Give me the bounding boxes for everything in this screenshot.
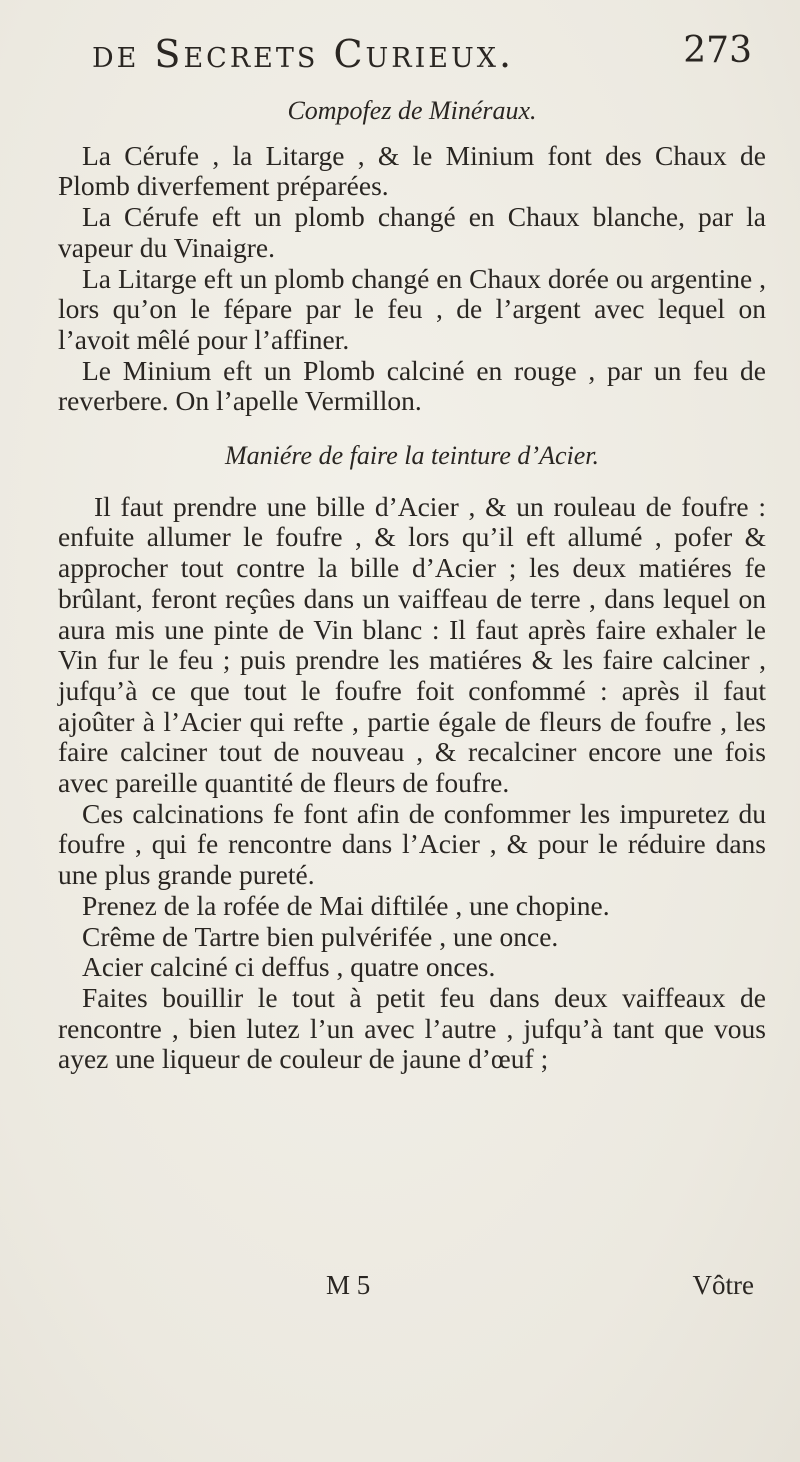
paragraph: Le Minium eft un Plomb calciné en rouge , par un feu de reverbere. On l’apelle Vermillon. — [58, 354, 766, 417]
paragraph: La Litarge eft un plomb changé en Chaux dorée ou argentine , lors qu’on le fépare par le feu , de l’argent avec lequel on l’avoit mêlé pour l’affiner. — [58, 262, 766, 355]
signature-mark: M 5 — [326, 1270, 371, 1300]
recipe-line: Acier calciné ci deffus , quatre onces. — [82, 951, 496, 983]
running-title: de Secrets Curieux. — [92, 32, 515, 76]
paragraph: Il faut prendre une bille d’Acier , & un rouleau de foufre : enfuite allumer le foufre , & lors qu’il eft allumé , pofer & approcher tout contre la bille d’Acier ; les deux matiéres fe brûlant, feront reçûes dans un vaiffeau de terre , dans lequel on aura mis une pinte de Vin blanc : Il faut après faire exhaler le Vin fur le feu ; puis prendre les matiéres & les faire calciner , jufqu’à ce que tout le foufre foit confommé : après il faut ajoûter à l’Acier qui refte , partie égale de fleurs de foufre , les faire calciner tout de nouveau , & recalciner encore une fois avec pareille quantité de fleurs de foufre. — [58, 490, 766, 799]
section-heading-steel-tincture: Maniére de faire la teinture d’Acier. — [224, 441, 599, 471]
recipe-line: Prenez de la rofée de Mai diftilée , une chopine. — [82, 889, 610, 921]
paragraph: La Cérufe , la Litarge , & le Minium font des Chaux de Plomb diverfement préparées. — [58, 139, 766, 202]
page-number: 273 — [683, 30, 752, 71]
section-heading-minerals: Compofez de Minéraux. — [287, 96, 537, 125]
paragraph: Ces calcinations fe font afin de confommer les impuretez du foufre , qui fe rencontre dans l’Acier , & pour le réduire dans une plus grande pureté. — [58, 797, 766, 891]
recipe-line: Crême de Tartre bien pulvérifée , une once. — [82, 920, 559, 952]
recipe-line: Faites bouillir le tout à petit feu dans deux vaiffeaux de rencontre , bien lutez l’un avec l’autre , jufqu’à tant que vous ayez une liqueur de couleur de jaune d’œuf ; — [58, 981, 766, 1075]
catchword: Vôtre — [692, 1270, 754, 1300]
paragraph: La Cérufe eft un plomb changé en Chaux blanche, par la vapeur du Vinaigre. — [58, 201, 766, 263]
page-footer — [58, 1270, 766, 1310]
body-text — [58, 92, 766, 1075]
running-head — [92, 26, 752, 76]
